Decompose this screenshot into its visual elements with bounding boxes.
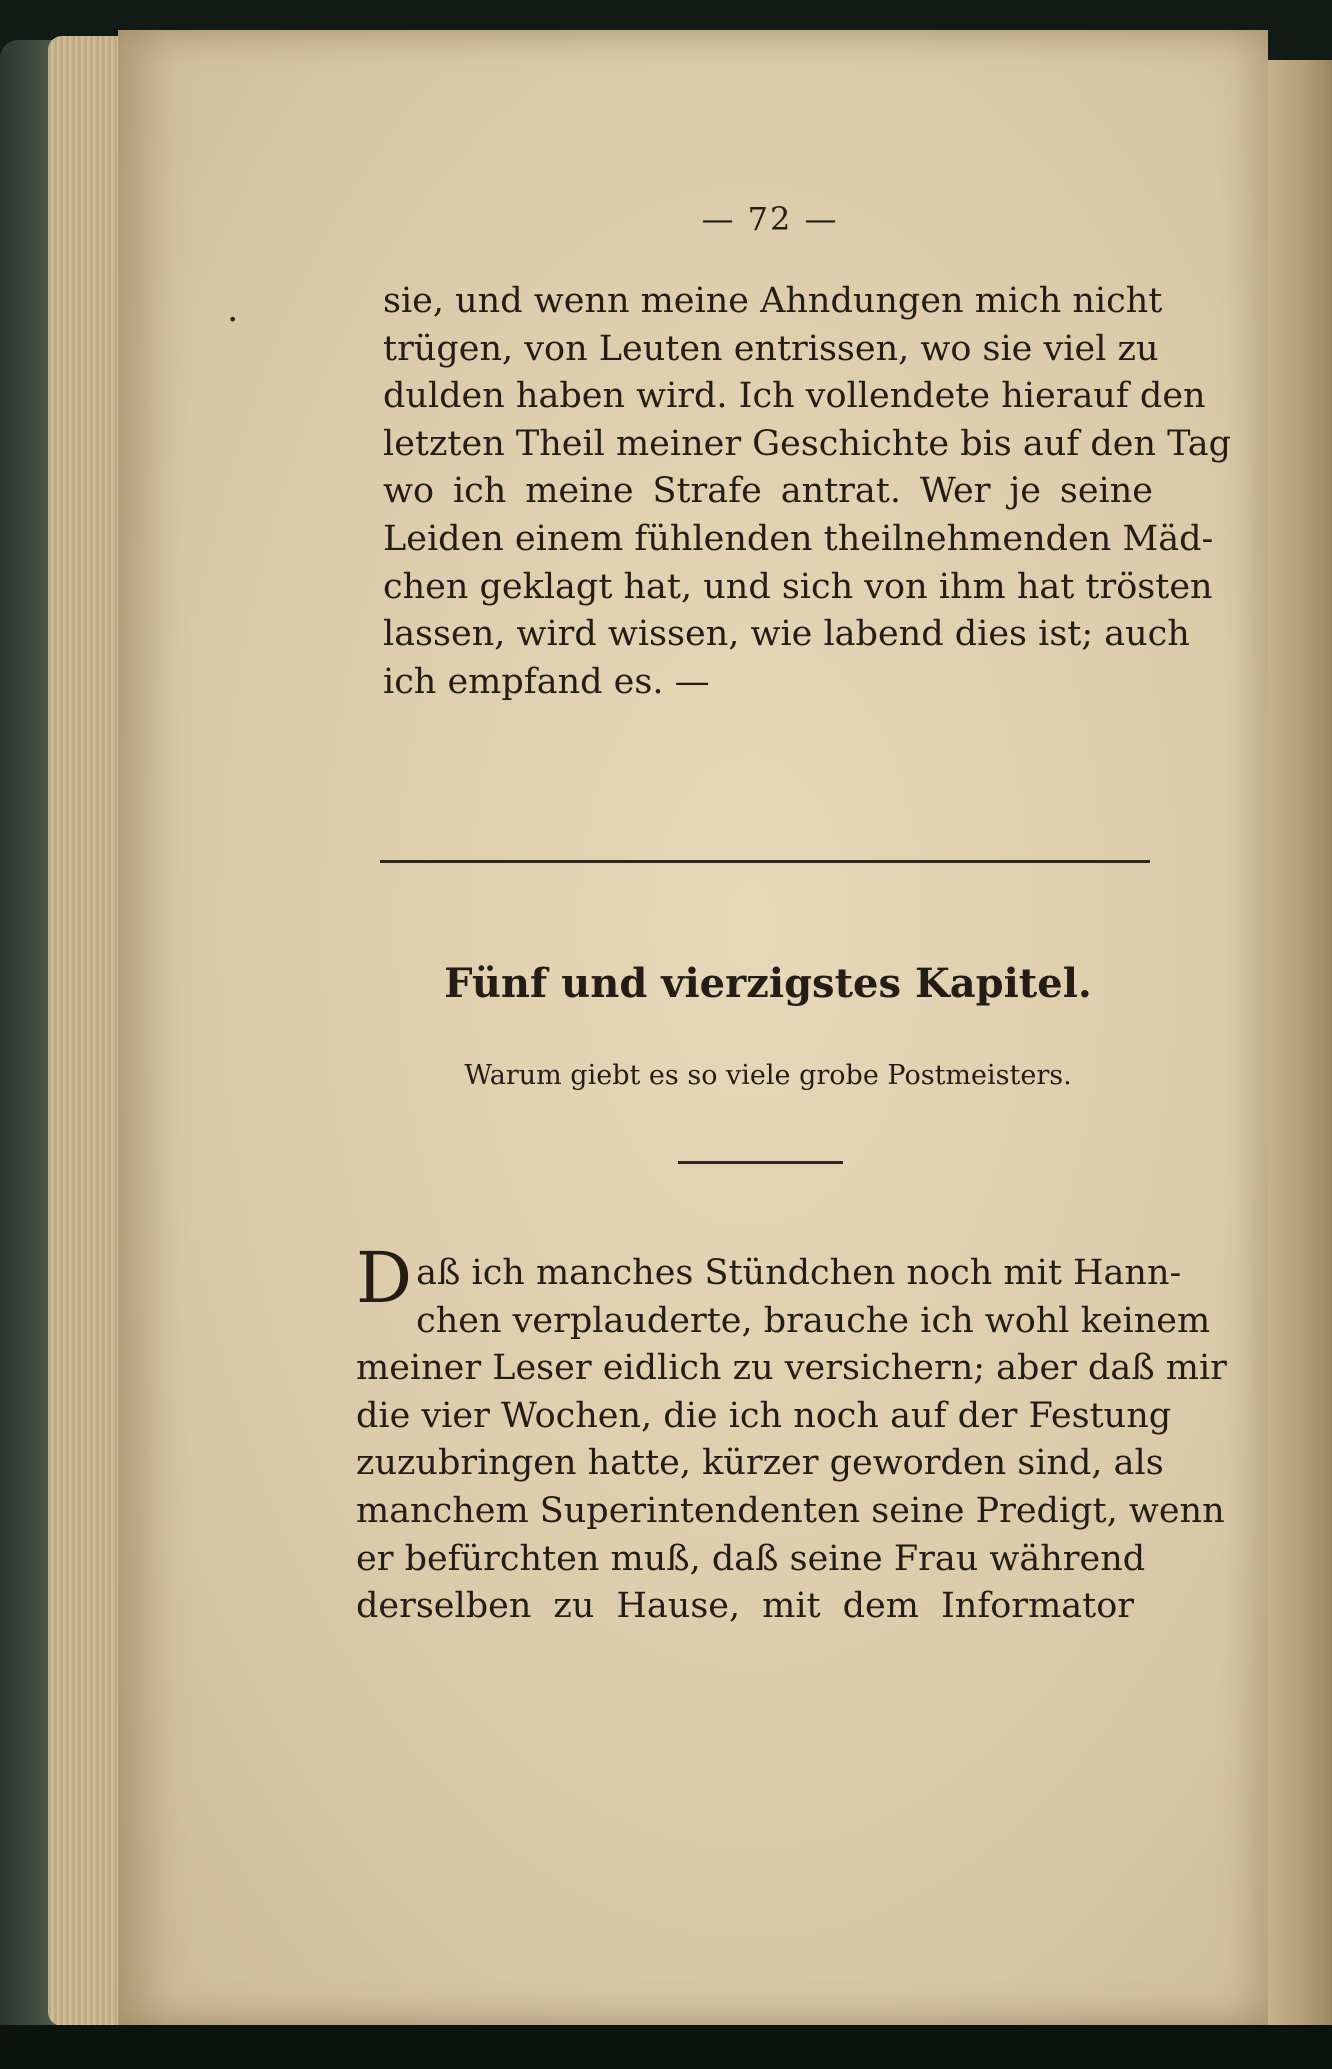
first-line-text: aß ich manches Stündchen noch mit Hann-: [416, 1253, 1182, 1293]
text-line: letzten Theil meiner Geschichte bis auf den Tag: [383, 423, 1232, 464]
page-number: — 72 —: [701, 200, 839, 238]
text-line: lassen, wird wissen, wie labend dies ist; auch: [383, 614, 1190, 655]
text-line-first: [356, 1237, 1182, 1319]
text-line: ich empfand es. —: [383, 661, 710, 702]
text-line: er befürchten muß, daß seine Frau während: [356, 1538, 1146, 1579]
chapter-title: Fünf und vierzigstes Kapitel.: [444, 960, 1092, 1007]
scan-background-bottom: [0, 2025, 1332, 2069]
paragraph-2: [356, 1237, 1227, 1631]
text-line: trügen, von Leuten entrissen, wo sie viel zu: [383, 328, 1159, 369]
text-line: chen verplauderte, brauche ich wohl keinem: [416, 1300, 1211, 1341]
text-line: zuzubringen hatte, kürzer geworden sind, als: [356, 1443, 1164, 1484]
chapter-divider: [678, 1161, 843, 1164]
margin-mark: •: [228, 310, 238, 329]
text-line: derselben zu Hause, mit dem Informator: [356, 1586, 1134, 1627]
paragraph-1: [383, 278, 1232, 706]
text-line: meiner Leser eidlich zu versichern; aber daß mir: [356, 1348, 1227, 1389]
facing-page-edge: [1262, 60, 1332, 2055]
drop-cap: D: [356, 1237, 413, 1319]
chapter-subtitle: Warum giebt es so viele grobe Postmeisters.: [464, 1060, 1072, 1091]
text-line: wo ich meine Strafe antrat. Wer je seine: [383, 471, 1153, 512]
text-line: Leiden einem fühlenden theilnehmenden Mäd-: [383, 518, 1214, 559]
text-line: manchem Superintendenten seine Predigt, wenn: [356, 1490, 1225, 1531]
text-line: die vier Wochen, die ich noch auf der Festung: [356, 1395, 1172, 1436]
text-line: sie, und wenn meine Ahndungen mich nicht: [383, 281, 1163, 321]
text-line: dulden haben wird. Ich vollendete hierauf den: [383, 376, 1206, 417]
text-line: chen geklagt hat, und sich von ihm hat trösten: [383, 566, 1213, 607]
section-divider: [380, 860, 1150, 863]
